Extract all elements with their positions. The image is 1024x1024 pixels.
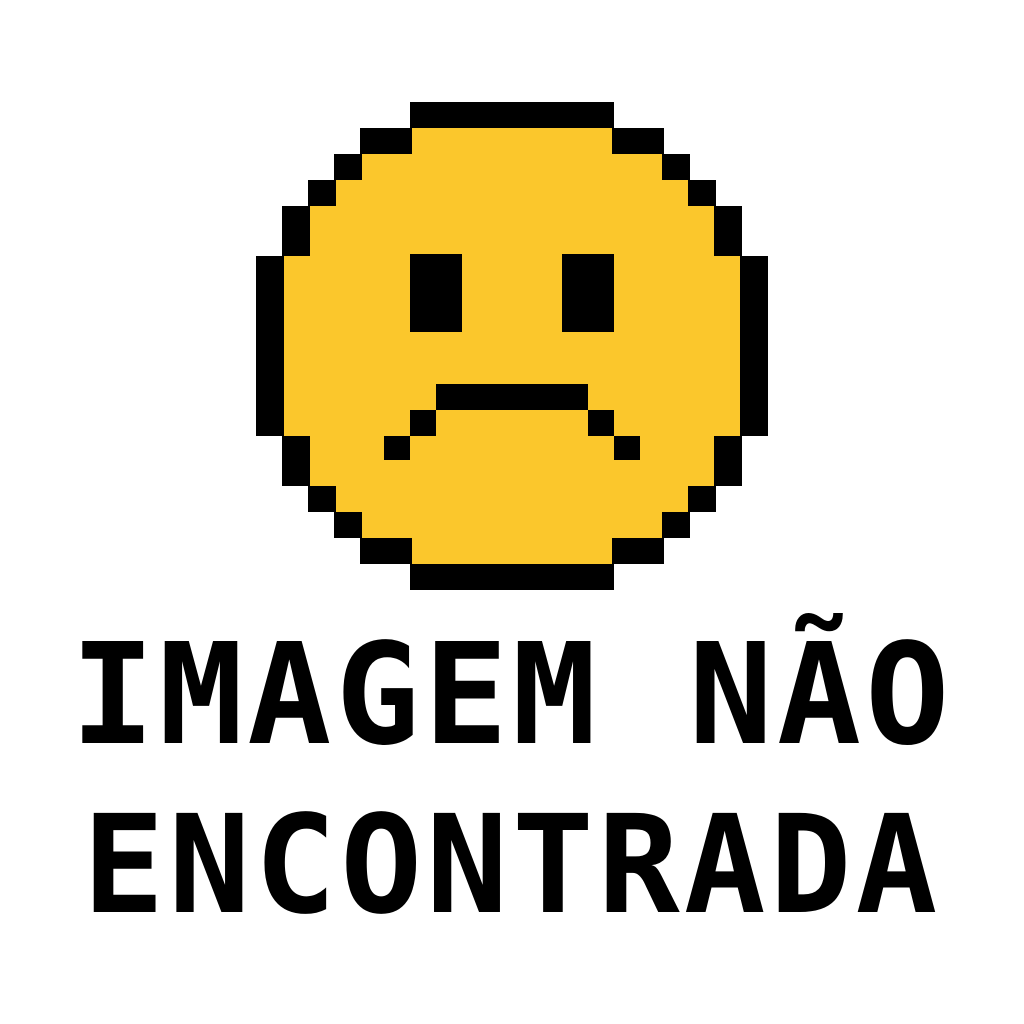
face-fill [284,128,740,564]
error-title-line-2: ENCONTRADA [82,787,942,945]
right-eye [562,254,614,332]
error-title-line-1: IMAGEM NÃO [70,614,954,777]
left-eye [410,254,462,332]
